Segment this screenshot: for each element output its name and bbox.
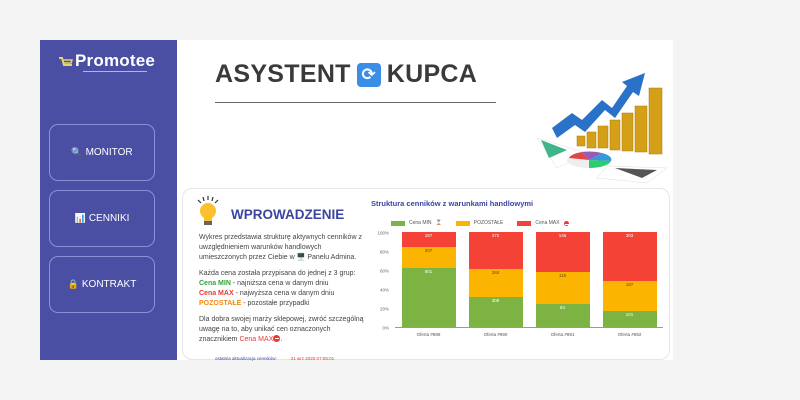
legend-item-min[interactable]: Cena MIN ⏳	[391, 220, 442, 226]
bar-chart-icon: 📊	[74, 213, 86, 223]
intro-card	[182, 188, 670, 360]
data-label: 372	[491, 233, 500, 239]
y-tick: 100%	[377, 230, 389, 236]
bar-segment[interactable]	[603, 281, 657, 311]
data-label: 115	[558, 273, 567, 279]
chart-legend	[391, 220, 569, 226]
legend-item-max[interactable]: Cena MAX	[517, 220, 568, 226]
logo-text: Promotee	[75, 51, 156, 70]
title-divider	[215, 102, 496, 103]
intro-title: WPROWADZENIE	[231, 207, 345, 222]
lock-icon: 🔒	[67, 279, 79, 289]
sync-icon: ⟳	[357, 63, 381, 87]
hourglass-icon: ⏳	[435, 220, 442, 226]
data-label: 601	[424, 268, 433, 274]
legend-other-label: POZOSTAŁE	[199, 300, 242, 307]
magnifier-icon: 🔍	[71, 147, 83, 157]
chart-title: Struktura cenników z warunkami handlowymi	[371, 199, 534, 208]
nav-cenniki-label: CENNIKI	[88, 213, 130, 224]
data-label: 284	[491, 269, 500, 275]
plot-area	[395, 233, 663, 328]
bar-segment[interactable]	[402, 232, 456, 247]
stacked-bar-chart	[371, 193, 667, 353]
data-label: 303	[625, 233, 634, 239]
nav-monitor-button[interactable]	[49, 124, 155, 181]
bar-3[interactable]	[603, 232, 657, 327]
bar-0[interactable]	[402, 232, 456, 327]
y-tick: 20%	[379, 306, 389, 312]
data-label: 207	[424, 248, 433, 254]
data-label: 101	[625, 311, 634, 317]
bar-segment[interactable]	[469, 269, 523, 297]
bar-segment[interactable]	[603, 311, 657, 327]
legend-max-label: Cena MAX	[199, 290, 234, 297]
nav-kontrakt-button[interactable]	[49, 256, 155, 313]
intro-paragraph-2: Każda cena została przypisana do jednej z 3 grup: Cena MIN - najniższa cena w danym dniu Cena MAX - najwyższa cena w danym dniu POZOSTAŁE - pozostałe przypadki	[199, 270, 356, 307]
logo-underline	[83, 71, 147, 72]
title-right: KUPCA	[386, 60, 478, 88]
y-tick: 40%	[379, 287, 389, 293]
x-tick-label: Oferta #889	[416, 332, 441, 337]
title-left: ASYSTENT	[215, 60, 351, 88]
computer-icon: 🖥️	[296, 254, 306, 261]
y-tick: 80%	[379, 249, 389, 255]
nav-monitor-label: MONITOR	[85, 147, 133, 158]
x-tick-label: Oferta #890	[483, 332, 508, 337]
x-tick-label: Oferta #892	[617, 332, 642, 337]
intro-paragraph-3: Dla dobra swojej marży sklepowej, zwróć szczególną uwagę na to, aby unikać cen oznaczonych znacznikiem Cena MAX .	[199, 316, 364, 343]
bar-segment[interactable]	[402, 247, 456, 267]
bar-segment[interactable]	[402, 268, 456, 327]
last-update-value: 21 wrz 2025 07:55:01	[290, 356, 335, 361]
bar-segment[interactable]	[603, 232, 657, 281]
cart-icon	[58, 56, 74, 70]
data-label: 187	[625, 281, 634, 287]
intro-text	[199, 233, 369, 351]
y-tick: 0%	[382, 325, 389, 331]
legend-item-other[interactable]: POZOSTAŁE	[456, 220, 504, 226]
nav-kontrakt-label: KONTRAKT	[81, 279, 137, 290]
bar-segment[interactable]	[469, 297, 523, 327]
lightbulb-icon	[193, 195, 223, 227]
data-label: 146	[558, 233, 567, 239]
page-title	[215, 60, 477, 89]
x-tick-label: Oferta #891	[550, 332, 575, 337]
last-update: ostatnia aktualizacja cenników: 21 wrz 2025 07:55:01	[215, 356, 335, 361]
data-label: 157	[424, 233, 433, 239]
bar-segment[interactable]	[469, 232, 523, 269]
bar-2[interactable]	[536, 232, 590, 327]
bar-1[interactable]	[469, 232, 523, 327]
bar-segment[interactable]	[536, 272, 590, 304]
intro-paragraph-1: Wykres przedstawia strukturę aktywnych cenników z uwzględnieniem warunków handlowych umieszczonych przez Ciebie w 🖥️ Panelu Admina.	[199, 234, 362, 261]
y-tick: 60%	[379, 268, 389, 274]
sidebar	[40, 40, 177, 360]
main-content	[177, 40, 673, 360]
growth-chart-illustration	[527, 58, 673, 186]
data-label: 308	[491, 297, 500, 303]
bar-segment[interactable]	[536, 304, 590, 327]
nav-cenniki-button[interactable]	[49, 190, 155, 247]
logo	[58, 52, 155, 70]
y-axis	[371, 231, 389, 331]
bar-segment[interactable]	[536, 232, 590, 272]
no-entry-icon	[564, 221, 569, 226]
data-label: 84	[559, 304, 565, 310]
app-window	[40, 40, 673, 360]
legend-min-label: Cena MIN	[199, 280, 231, 287]
